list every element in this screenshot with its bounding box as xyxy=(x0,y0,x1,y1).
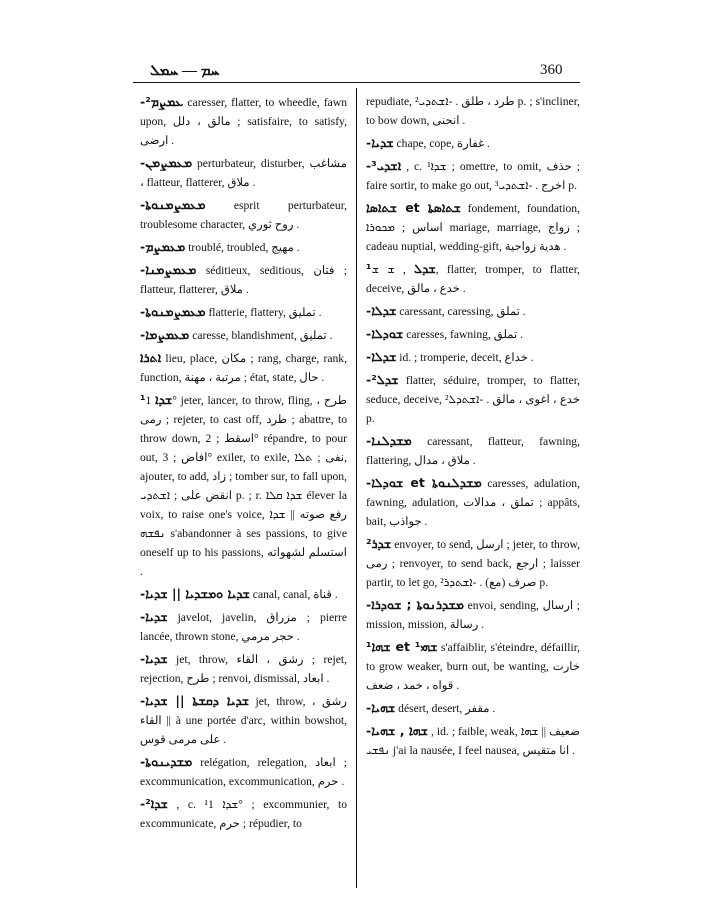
entry-definition: envoyer, to send, ارسل ; jeter, to throw, رمى ; renvoyer, to send back, ارجع ; laisser partir, to let go, صرف (مع) . -ܐܫܬܕܪ² p. xyxy=(366,538,581,589)
dictionary-entry xyxy=(366,637,580,695)
entry-definition: troublé, troubled, مهيج . xyxy=(188,241,300,254)
dictionary-entry xyxy=(140,153,347,192)
dictionary-entry xyxy=(140,348,347,387)
entry-headword: -ܡܥܡܨܡܢܐ xyxy=(140,262,197,277)
dictionary-entry xyxy=(140,195,347,234)
left-column xyxy=(140,92,347,836)
dictionary-entry xyxy=(366,324,580,344)
dictionary-entry xyxy=(140,237,347,257)
entry-definition: jet, throw, رشق ، القاء ; rejet, rejection, طرح ; renvoi, dismissal, ابعاد . xyxy=(140,653,348,685)
dictionary-entry xyxy=(140,607,347,646)
entry-headword: -ܡܫܕܠܢܐ xyxy=(366,433,412,448)
entry-definition: s'affaiblir, s'éteindre, défaillir, to grow weaker, burn out, be wanting, خارت قواه ، خمد ، ضعف . xyxy=(366,641,580,692)
entry-headword: ²ܫܕܪ xyxy=(366,536,392,551)
entry-headword: ܫܬܐܣܐ et ܫܬܐܣܬܐ xyxy=(366,200,461,215)
entry-definition: relégation, relegation, ابعاد ; excommunication, excommunication, حرم . xyxy=(140,756,347,788)
entry-headword: -ܫܘܕܠܐ xyxy=(366,326,404,341)
entry-definition: caresses, fawning, تملق . xyxy=(406,328,524,341)
dictionary-entry xyxy=(140,584,347,604)
entry-definition: jet, throw, رشق ، القاء || à une portée d'arc, within bowshot, على مرمى قوس . xyxy=(140,695,347,746)
entry-definition: désert, desert, مقفر . xyxy=(398,702,496,715)
entry-headword: -ܫܕܝܐ ܕܩܫܬܐ || ܫܕܝܐ xyxy=(140,693,250,708)
entry-headword: -ܫܗܐ , ܫܗܝܐ xyxy=(366,723,428,738)
dictionary-entry xyxy=(140,794,347,833)
dictionary-entry xyxy=(366,698,580,718)
entry-definition: javelot, javelin, مزراق ; pierre lancée, thrown stone, حجر مرمي . xyxy=(140,611,347,643)
entry-headword: -ܫܕܝܐ xyxy=(140,651,168,666)
dictionary-entry xyxy=(366,156,580,195)
entry-headword: -ܫܕܝܐ xyxy=(366,135,394,150)
column-divider xyxy=(356,88,357,888)
entry-definition: caressant, caressing, تملق . xyxy=(399,305,526,318)
dictionary-entry xyxy=(140,325,347,345)
dictionary-entry xyxy=(140,302,347,322)
entry-headword: ¹ܫܕܠ xyxy=(366,261,436,276)
dictionary-entry xyxy=(140,390,347,581)
entry-headword: -ܐܫܕܝ³ xyxy=(366,158,402,173)
entry-headword: ܐܬܪܐ xyxy=(140,350,162,365)
dictionary-entry xyxy=(366,259,580,298)
entry-definition: canal, canal, قناة . xyxy=(252,588,338,601)
entry-definition: fondement, foundation, اساس ; ܡܟܘܪܐ mariage, marriage, زواج ; cadeau nuptial, wedding-gift, هدية زواجية . xyxy=(366,202,580,253)
dictionary-entry xyxy=(366,92,580,130)
entry-definition: id. ; tromperie, deceit, خداع . xyxy=(399,351,534,364)
entry-definition: flatter, séduire, tromper, to flatter, seduce, deceive, خدع ، اغوى ، مالق . -ܐܫܬܕܠ² p. xyxy=(366,374,580,425)
entry-definition: envoi, sending, ارسال ; mission, mission, رسالة . xyxy=(366,599,580,631)
entry-headword: -ܫܘܕܠܐ et ܡܫܕܠܢܘܬܐ xyxy=(366,475,482,490)
running-headword: ܚܡ — ܚܡܠ xyxy=(150,63,220,79)
dictionary-entry xyxy=(366,473,580,531)
entry-definition: , id. ; faible, weak, ضعيف || ܫܗܐ ܢܦܫܝ j'ai la nausée, I feel nausea, انا متقيس . xyxy=(366,725,580,757)
entry-definition: caressant, flatteur, fawning, flattering, ملاق ، مدال . xyxy=(366,435,580,467)
entry-headword: -ܫܕܐ² xyxy=(140,796,168,811)
entry-definition: , c. ¹ܫܕܐ ; omettre, to omit, حذف ; faire sortir, to make go out, اخرج . -ܐܫܬܕܝ³ p. xyxy=(366,160,581,192)
entry-headword: -ܫܕܝܐ ܘܡܫܕܝܐ || ܫܕܝܐ xyxy=(140,586,250,601)
dictionary-entry xyxy=(366,347,580,367)
entry-definition: esprit perturbateur, troublesome character, روح ثوري . xyxy=(140,199,347,231)
entry-headword: -ܡܫܕܪܢܘܬܐ ; ܫܘܕܪܐ xyxy=(366,597,464,612)
dictionary-entry xyxy=(366,534,580,592)
entry-definition: flatterie, flattery, تمليق . xyxy=(208,306,322,319)
entry-definition: repudiate, طرد ، طلق . -ܐܫܬܕܝ² p. ; s'incliner, to bow down, انحنى . xyxy=(366,95,580,127)
dictionary-entry xyxy=(140,260,347,299)
entry-headword: ¹ܫܕܐ xyxy=(140,392,173,407)
entry-definition: caresser, flatter, to wheedle, fawn upon, مالق ، دلل ; satisfaire, to satisfy, ارضى . xyxy=(140,96,347,147)
page-number: 360 xyxy=(540,62,563,78)
entry-definition: séditieux, seditious, فتان ; flatteur, flatterer, ملاق . xyxy=(140,264,347,296)
entry-definition: chape, cope, غفارة . xyxy=(396,137,490,150)
dictionary-entry xyxy=(140,691,347,749)
entry-definition: caresse, blandishment, تمليق . xyxy=(192,329,333,342)
entry-definition: perturbateur, disturber, مشاغب ، flatteur, flatterer, ملاق . xyxy=(140,157,347,189)
entry-headword: -ܡܥܡܨܡܢܘܬܐ xyxy=(140,197,206,212)
dictionary-entry xyxy=(140,752,347,791)
entry-headword: -ܫܕܠܐ xyxy=(366,349,397,364)
entry-headword: -ܡܥܡܨܡܢ xyxy=(140,155,193,170)
entry-definition: lieu, place, مكان ; rang, charge, rank, function, مرتبة ، مهنة ; état, state, حال . xyxy=(140,352,347,384)
entry-headword: -ܫܕܠ² xyxy=(366,372,399,387)
dictionary-entry xyxy=(140,92,347,150)
dictionary-entry xyxy=(366,133,580,153)
header-rule xyxy=(133,82,580,83)
dictionary-entry xyxy=(366,431,580,470)
entry-headword: ¹ܫܗܐ et ¹ܫܗܝ xyxy=(366,639,438,654)
entry-headword: -ܡܫܕܝܢܘܬܐ xyxy=(140,754,193,769)
dictionary-entry xyxy=(366,595,580,634)
dictionary-entry xyxy=(366,301,580,321)
dictionary-entry xyxy=(140,649,347,688)
entry-definition: caresses, adulation, fawning, adulation, تملق ، مدالات ; appâts, bait, جواذب . xyxy=(366,477,580,528)
entry-headword: -ܡܥܡܨܡܐ xyxy=(140,327,190,342)
dictionary-entry xyxy=(366,370,580,428)
entry-definition: , ܫ ܫ, flatter, tromper, to flatter, deceive, خدع ، مالق . xyxy=(366,263,580,295)
right-column xyxy=(366,92,580,763)
entry-headword: -ܡܥܡܨܡ xyxy=(140,239,186,254)
entry-headword: -ܫܕܠܐ xyxy=(366,303,397,318)
dictionary-entry xyxy=(366,721,580,760)
entry-headword: -ܫܕܝܐ xyxy=(140,609,168,624)
entry-definition: 1° jeter, lancer, to throw, fling, طرح ، رمى ; rejeter, to cast off, طرد ; abattre, to throw down, اسقط ; 2° répandre, to pour out, افاض ; 3° exiler, to exile, نفى ; ܬܠܐ, ajouter, to add, زاد ; tomber sur, to fall upon, انقض على ; ܐܫܬܕܝ p. ; r. ܫܕܐ ܩܠܐ élever la voix, to raise one's voice, رفع صوته || ܫܕܐ ܢܦܫܗ s'abandonner à ses passions, to give oneself up to his passions, استسلم لشهواته . xyxy=(140,394,347,578)
entry-definition: , c. ¹ܫܕܐ 1° ; excommunier, to excommunicate, حرم ; répudier, to xyxy=(140,798,347,830)
entry-headword: -ܫܗܝܐ xyxy=(366,700,396,715)
entry-headword: -ܥܡܨܡ² xyxy=(140,94,184,109)
entry-headword: -ܡܥܡܨܡܢܘܬܐ xyxy=(140,304,206,319)
dictionary-entry xyxy=(366,198,580,256)
